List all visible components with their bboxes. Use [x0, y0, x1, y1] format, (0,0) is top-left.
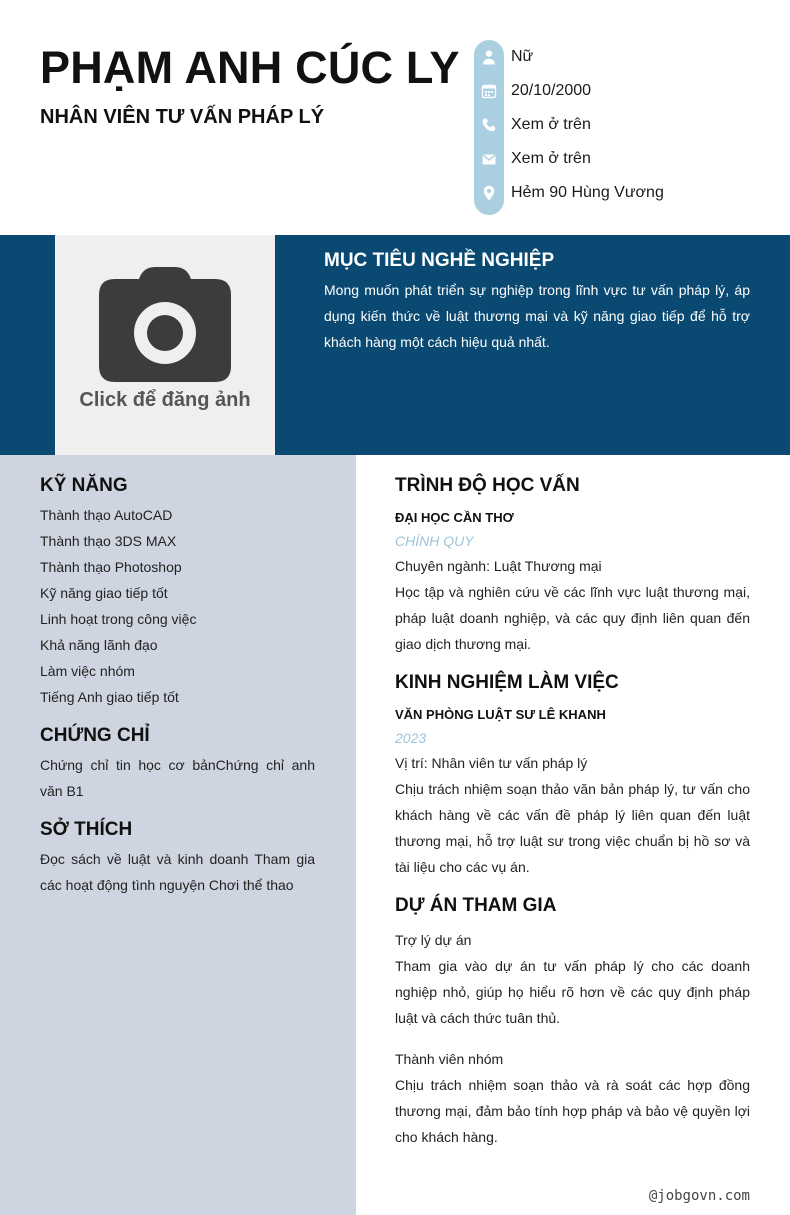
- skill-item: Tiếng Anh giao tiếp tốt: [40, 689, 179, 705]
- projects-heading: DỰ ÁN THAM GIA: [395, 895, 557, 916]
- certificates-heading: CHỨNG CHỈ: [40, 725, 150, 746]
- certificates-text: Chứng chỉ tin học cơ bảnChứng chỉ anh văn B1: [40, 757, 315, 799]
- education-type: CHÍNH QUY: [395, 533, 474, 549]
- objective-heading: MỤC TIÊU NGHỀ NGHIỆP: [324, 250, 555, 271]
- contact-phone: Xem ở trên: [511, 116, 591, 133]
- contact-gender: Nữ: [511, 48, 534, 65]
- experience-heading: KINH NGHIỆM LÀM VIỆC: [395, 672, 619, 693]
- skill-item: Linh hoạt trong công việc: [40, 611, 197, 627]
- contact-address: Hẻm 90 Hùng Vương: [511, 184, 664, 201]
- email-icon: [474, 149, 504, 169]
- person-icon: [474, 47, 504, 67]
- skill-item: Thành thạo 3DS MAX: [40, 533, 177, 549]
- hobbies-heading: SỞ THÍCH: [40, 819, 133, 840]
- skill-item: Làm việc nhóm: [40, 663, 135, 679]
- education-school: ĐẠI HỌC CẦN THƠ: [395, 510, 514, 525]
- skill-item: Khả năng lãnh đạo: [40, 637, 158, 653]
- photo-upload-label: Click để đăng ảnh: [79, 389, 251, 411]
- project-description: Chịu trách nhiệm soạn thảo và rà soát các hợp đồng thương mại, đảm bảo tính hợp pháp và bảo vệ quyền lợi cho khách hàng.: [395, 1077, 750, 1145]
- job-title: NHÂN VIÊN TƯ VẤN PHÁP LÝ: [40, 106, 325, 128]
- objective-text: Mong muốn phát triển sự nghiệp trong lĩnh vực tư vấn pháp lý, áp dụng kiến thức về luật thương mại và kỹ năng giao tiếp để hỗ trợ khách hàng một cách hiệu quả nhất.: [324, 282, 750, 350]
- phone-icon: [474, 115, 504, 135]
- experience-year: 2023: [395, 730, 427, 746]
- camera-icon: [99, 267, 231, 382]
- skill-item: Thành thạo AutoCAD: [40, 507, 173, 523]
- experience-position: Vị trí: Nhân viên tư vấn pháp lý: [395, 755, 588, 771]
- project-role: Thành viên nhóm: [395, 1051, 504, 1067]
- project-description: Tham gia vào dự án tư vấn pháp lý cho các doanh nghiệp nhỏ, giúp họ hiểu rõ hơn về các quy định pháp luật và cách thức tuân thủ.: [395, 958, 750, 1026]
- location-icon: [474, 183, 504, 203]
- education-description: Học tập và nghiên cứu về các lĩnh vực luật thương mại, pháp luật doanh nghiệp, và các quy định liên quan đến giao dịch thương mại.: [395, 584, 750, 652]
- experience-company: VĂN PHÒNG LUẬT SƯ LÊ KHANH: [395, 707, 606, 722]
- hobbies-text: Đọc sách về luật và kinh doanh Tham gia các hoạt động tình nguyện Chơi thể thao: [40, 851, 315, 893]
- contact-birthdate: 20/10/2000: [511, 82, 592, 99]
- experience-description: Chịu trách nhiệm soạn thảo văn bản pháp lý, tư vấn cho khách hàng về các vấn đề pháp lý liên quan đến luật thương mại, hỗ trợ luật sư trong việc chuẩn bị hồ sơ và tài liệu cho các vụ án.: [395, 781, 750, 875]
- candidate-name: PHẠM ANH CÚC LY: [40, 42, 460, 93]
- education-heading: TRÌNH ĐỘ HỌC VẤN: [395, 475, 580, 496]
- skill-item: Kỹ năng giao tiếp tốt: [40, 585, 168, 601]
- skills-heading: KỸ NĂNG: [40, 475, 128, 496]
- education-major: Chuyên ngành: Luật Thương mại: [395, 558, 602, 574]
- photo-upload[interactable]: [55, 235, 275, 455]
- calendar-icon: [474, 81, 504, 101]
- skill-item: Thành thạo Photoshop: [40, 559, 182, 575]
- project-role: Trợ lý dự án: [395, 932, 472, 948]
- contact-email: Xem ở trên: [511, 150, 591, 167]
- watermark: @jobgovn.com: [648, 1188, 750, 1204]
